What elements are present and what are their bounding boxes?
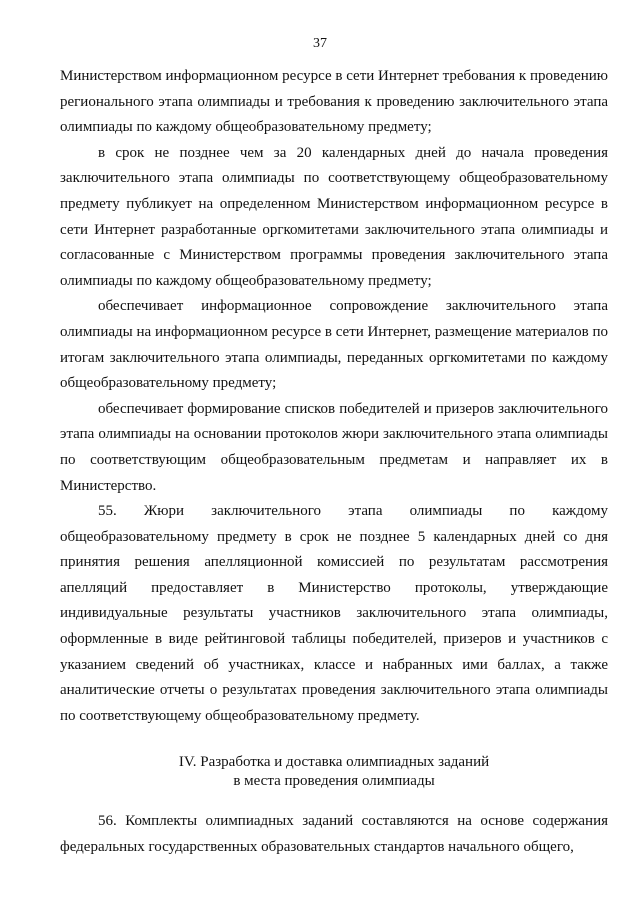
paragraph-clause-56: 56. Комплекты олимпиадных заданий составляются на основе содержания федеральных государственных образовательных стандартов начального общего,	[60, 813, 608, 856]
paragraph-winners-lists: обеспечивает формирование списков победителей и призеров заключительного этапа олимпиады на основании протоколов жюри заключительного этапа олимпиады по соответствующим общеобразовательным предметам и направляет их в Министерство.	[60, 400, 608, 494]
section-heading	[60, 753, 608, 791]
document-body	[60, 64, 608, 861]
section-heading-line-2: в места проведения олимпиады	[233, 773, 435, 790]
page-number: 37	[313, 36, 327, 51]
paragraph-information-support: обеспечивает информационное сопровождение заключительного этапа олимпиады на информационном ресурсе в сети Интернет, размещение материалов по итогам заключительного этапа олимпиады, переданных оргкомитетами по каждому общеобразовательному предмету;	[60, 298, 608, 392]
paragraph-continuation: Министерством информационном ресурсе в сети Интернет требования к проведению регионального этапа олимпиады и требования к проведению заключительного этапа олимпиады по каждому общеобразовательному предмету;	[60, 68, 608, 136]
paragraph-clause-55: 55. Жюри заключительного этапа олимпиады по каждому общеобразовательному предмету в срок не позднее 5 календарных дней со дня принятия решения апелляционной комиссией по результатам рассмотрения апелляций предоставляет в Министерство протоколы, утверждающие индивидуальные результаты участников заключительного этапа олимпиады, оформленные в виде рейтинговой таблицы победителей, призеров и участников с указанием сведений об участниках, классе и набранных ими баллах, а также аналитические отчеты о результатах проведения заключительного этапа олимпиады по соответствующему общеобразовательному предмету.	[60, 503, 608, 724]
paragraph-publication-deadline: в срок не позднее чем за 20 календарных дней до начала проведения заключительного этапа олимпиады по соответствующему общеобразовательному предмету публикует на определенном Министерством информационном ресурсе в сети Интернет разработанные оргкомитетами заключительного этапа олимпиады и согласованные с Министерством программы проведения заключительного этапа олимпиады по каждому общеобразовательному предмету;	[60, 144, 608, 289]
section-heading-line-1: IV. Разработка и доставка олимпиадных заданий	[178, 754, 490, 771]
